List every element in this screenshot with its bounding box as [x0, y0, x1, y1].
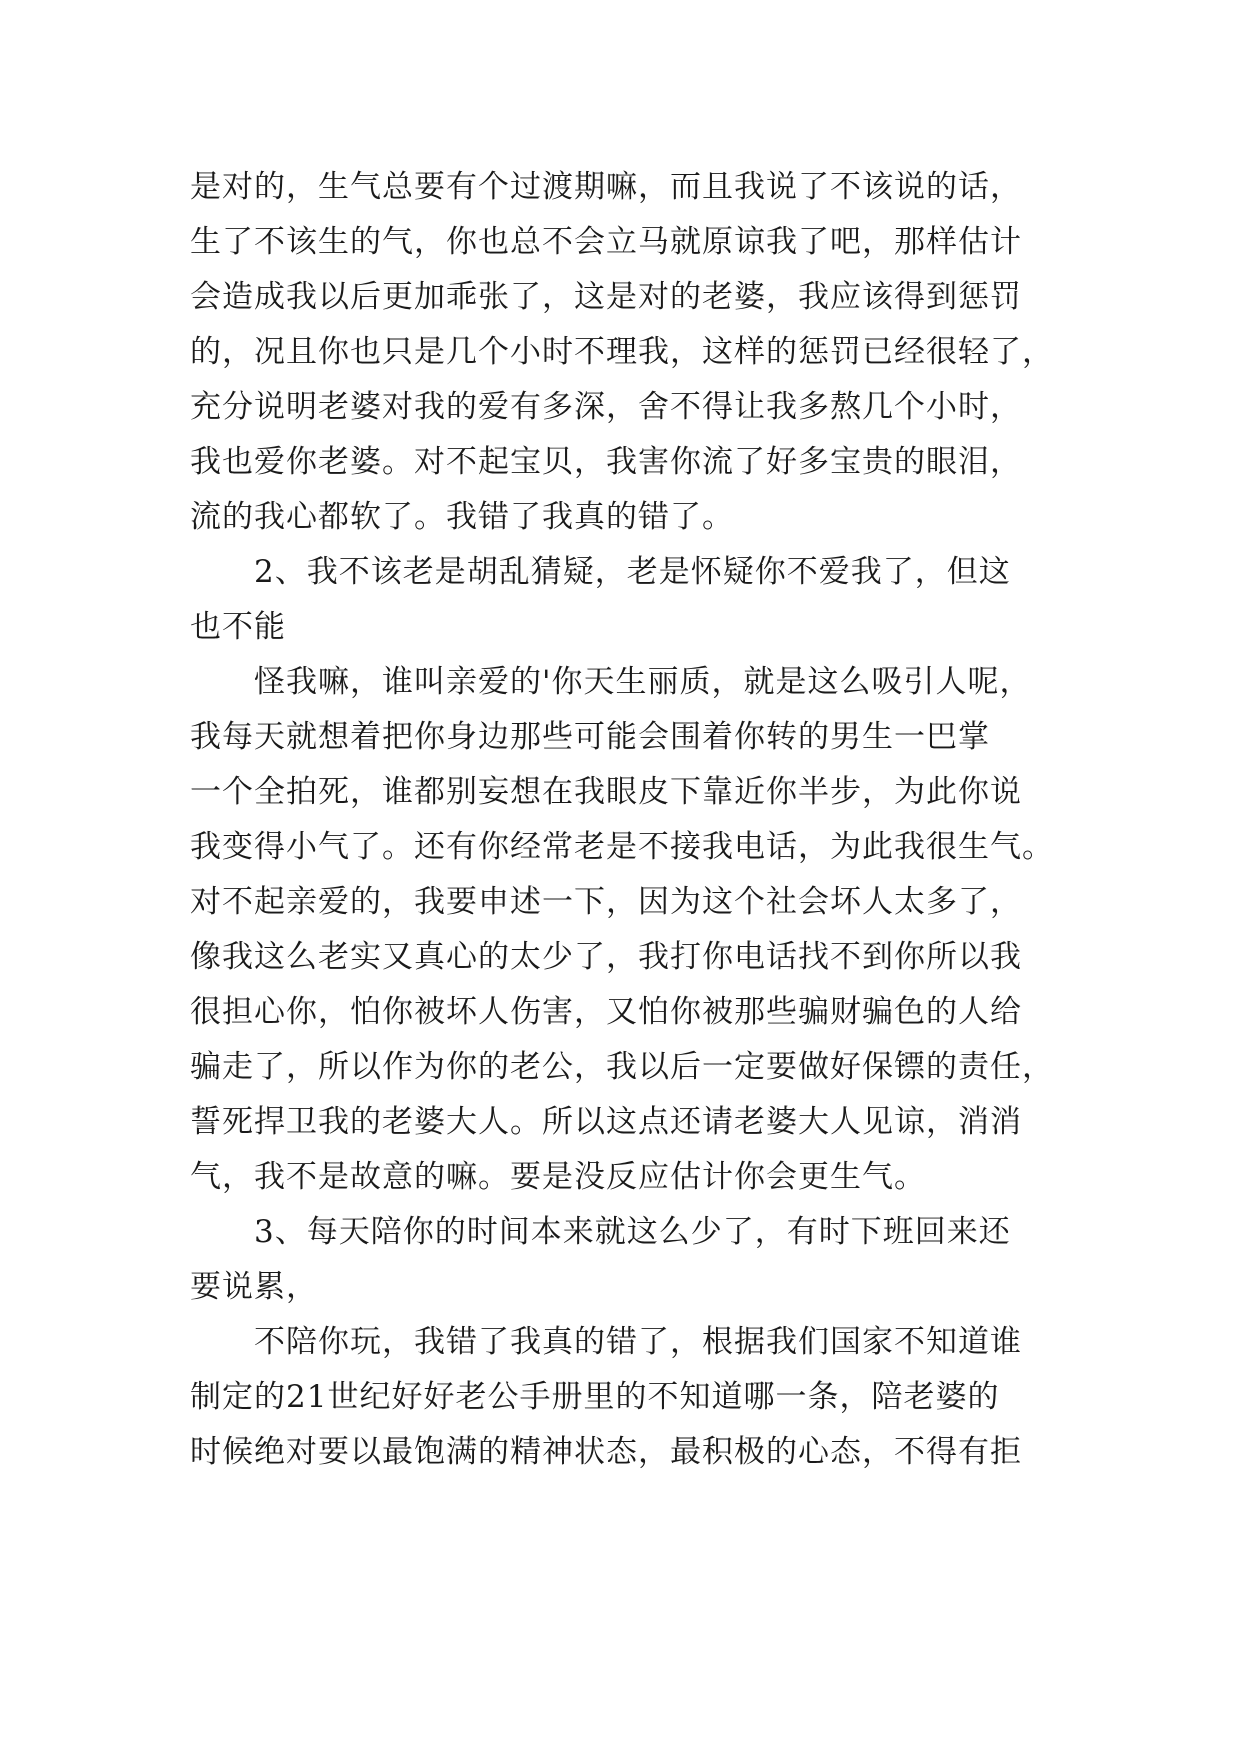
text-line: 要说累， — [190, 1269, 318, 1305]
text-line: 一个全拍死，谁都别妄想在我眼皮下靠近你半步，为此你说 — [190, 774, 1022, 810]
text-line: 誓死捍卫我的老婆大人。所以这点还请老婆大人见谅，消消 — [190, 1104, 1022, 1140]
text-line: 3、每天陪你的时间本来就这么少了，有时下班回来还 — [190, 1214, 1011, 1250]
text-line: 气，我不是故意的嘛。要是没反应估计你会更生气。 — [190, 1159, 926, 1195]
text-line: 2、我不该老是胡乱猜疑，老是怀疑你不爱我了，但这 — [190, 554, 1011, 590]
text-line: 不陪你玩，我错了我真的错了，根据我们国家不知道谁 — [190, 1324, 1022, 1360]
text-line: 对不起亲爱的，我要申述一下，因为这个社会坏人太多了， — [190, 884, 1022, 920]
text-line: 我也爱你老婆。对不起宝贝，我害你流了好多宝贵的眼泪， — [190, 444, 1022, 480]
text-line: 是对的，生气总要有个过渡期嘛，而且我说了不该说的话， — [190, 169, 1022, 205]
text-line: 像我这么老实又真心的太少了，我打你电话找不到你所以我 — [190, 939, 1022, 975]
text-line: 制定的21世纪好好老公手册里的不知道哪一条，陪老婆的 — [190, 1379, 1000, 1415]
text-line: 时候绝对要以最饱满的精神状态，最积极的心态，不得有拒 — [190, 1434, 1022, 1470]
text-line: 骗走了，所以作为你的老公，我以后一定要做好保镖的责任， — [190, 1049, 1054, 1085]
text-line: 也不能 — [190, 609, 286, 645]
body-text — [190, 160, 1060, 1480]
text-line: 我每天就想着把你身边那些可能会围着你转的男生一巴掌 — [190, 719, 990, 755]
text-line: 生了不该生的气，你也总不会立马就原谅我了吧，那样估计 — [190, 224, 1022, 260]
text-line: 充分说明老婆对我的爱有多深，舍不得让我多熬几个小时， — [190, 389, 1022, 425]
text-line: 怪我嘛，谁叫亲爱的'你天生丽质，就是这么吸引人呢， — [190, 664, 1032, 700]
text-line: 很担心你，怕你被坏人伤害，又怕你被那些骗财骗色的人给 — [190, 994, 1022, 1030]
text-line: 我变得小气了。还有你经常老是不接我电话，为此我很生气。 — [190, 829, 1054, 865]
text-line: 流的我心都软了。我错了我真的错了。 — [190, 499, 734, 535]
text-line: 的，况且你也只是几个小时不理我，这样的惩罚已经很轻了， — [190, 334, 1054, 370]
text-line: 会造成我以后更加乖张了，这是对的老婆，我应该得到惩罚 — [190, 279, 1022, 315]
